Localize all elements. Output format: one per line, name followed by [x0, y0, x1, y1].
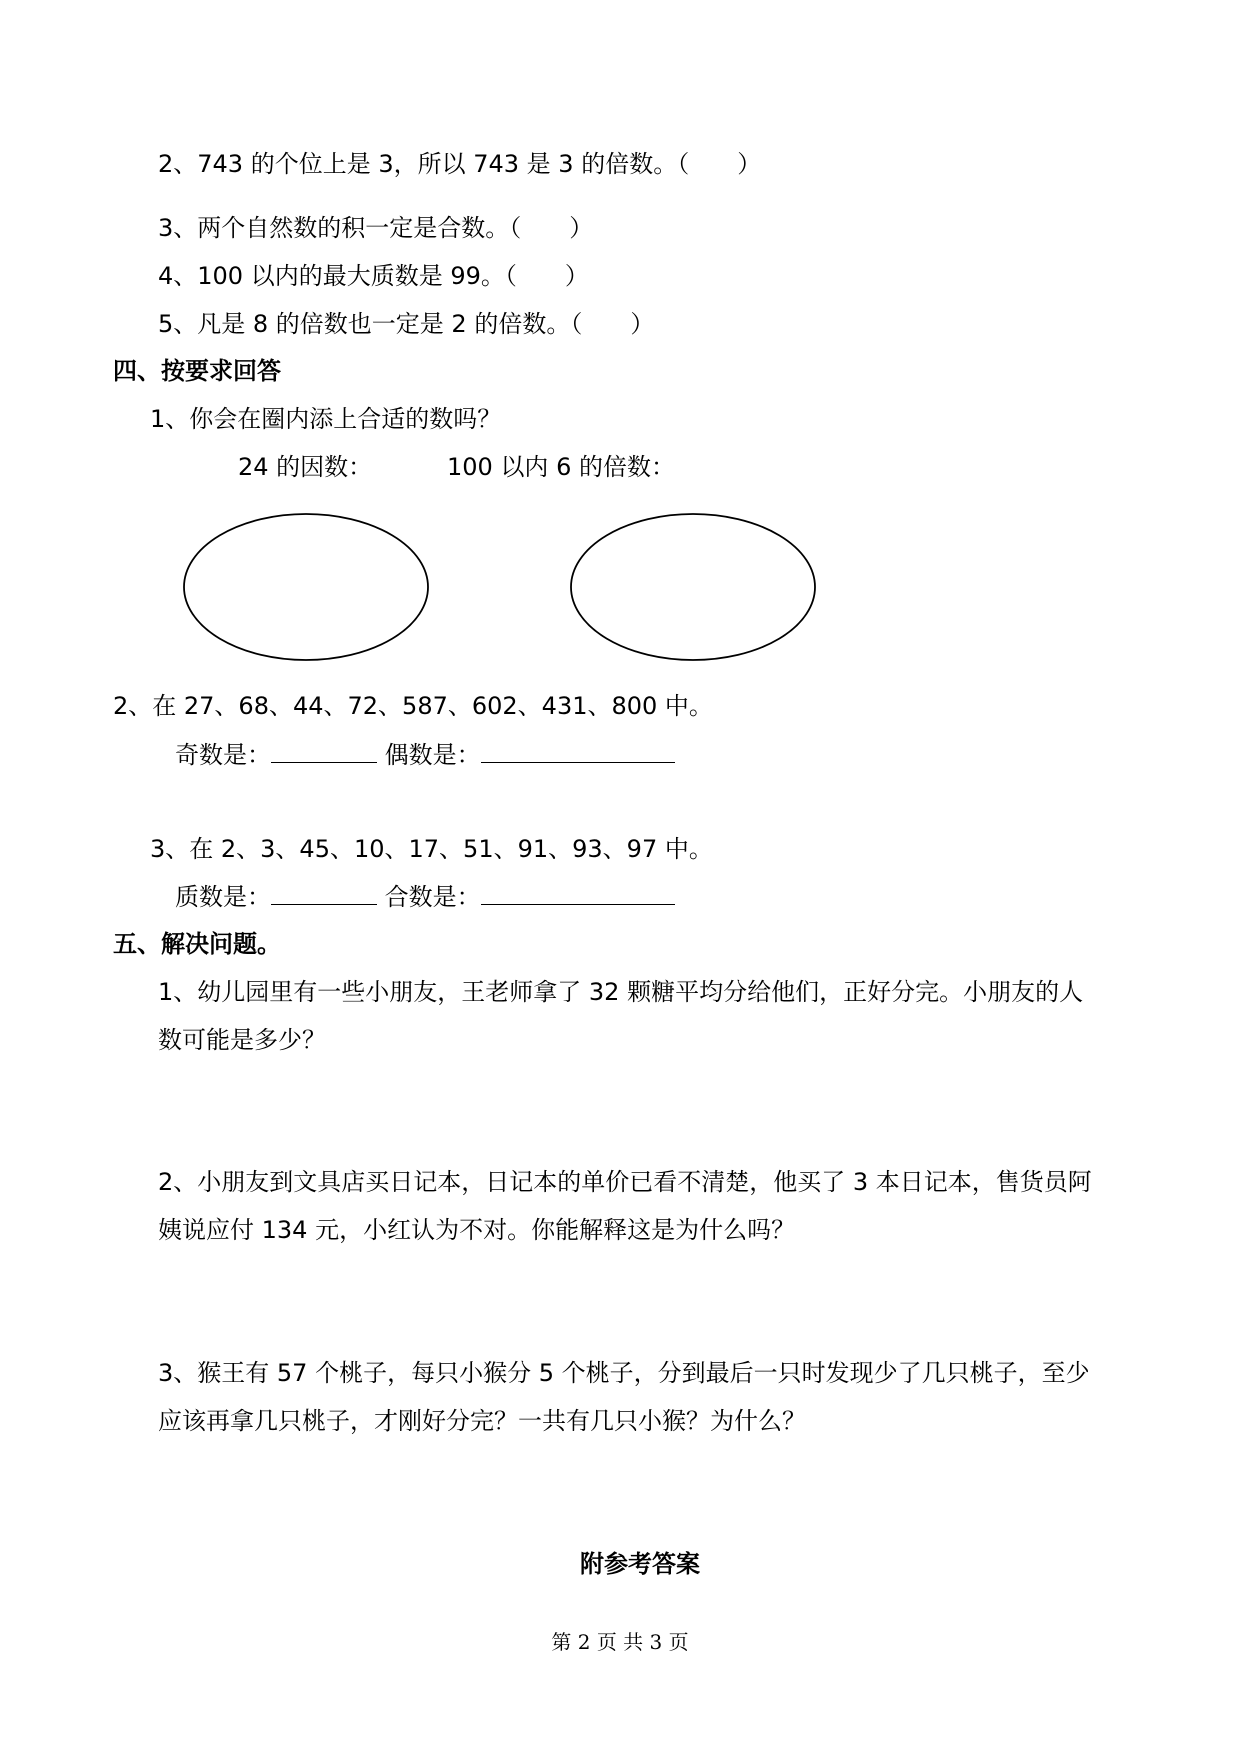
- composite-answer-blank[interactable]: [481, 880, 675, 905]
- prime-answer-blank[interactable]: [271, 880, 377, 905]
- multiples-circle: [571, 514, 815, 660]
- composite-label: 合数是：: [384, 883, 481, 911]
- prime-label: 质数是：: [175, 883, 271, 911]
- problem-1-line-1: 1、幼儿园里有一些小朋友，王老师拿了 32 颗糖平均分给他们，正好分完。小朋友的人: [158, 978, 1084, 1006]
- answers-title: 附参考答案: [580, 1550, 700, 1578]
- judgement-item-4: 4、100 以内的最大质数是 99。（ ）: [158, 262, 589, 290]
- problem-3-line-2: 应该再拿几只桃子，才刚好分完？一共有几只小猴？为什么？: [158, 1407, 806, 1435]
- odd-answer-blank[interactable]: [271, 738, 377, 763]
- factors-circle: [184, 514, 428, 660]
- page-footer: 第 2 页 共 3 页: [551, 1630, 689, 1654]
- judgement-item-5: 5、凡是 8 的倍数也一定是 2 的倍数。（ ）: [158, 310, 655, 338]
- odd-label: 奇数是：: [175, 741, 271, 769]
- prime-numbers-row: [175, 880, 675, 913]
- section-4-heading: 四、按要求回答: [113, 357, 281, 385]
- factors-of-24-label: 24 的因数：: [238, 453, 373, 481]
- judgement-item-2: 2、743 的个位上是 3，所以 743 是 3 的倍数。（ ）: [158, 150, 762, 178]
- problem-2-line-2: 姨说应付 134 元，小红认为不对。你能解释这是为什么吗？: [158, 1216, 796, 1244]
- odd-numbers-row: [175, 738, 675, 771]
- even-label: 偶数是：: [384, 741, 481, 769]
- question-4-3: 3、在 2、3、45、10、17、51、91、93、97 中。: [150, 835, 713, 863]
- multiples-of-6-label: 100 以内 6 的倍数：: [447, 453, 675, 481]
- problem-1-line-2: 数可能是多少？: [158, 1026, 326, 1054]
- answer-circles: [0, 0, 1240, 700]
- problem-3-line-1: 3、猴王有 57 个桃子，每只小猴分 5 个桃子，分到最后一只时发现少了几只桃子，至少: [158, 1359, 1090, 1387]
- question-4-1: 1、你会在圈内添上合适的数吗？: [150, 405, 502, 433]
- judgement-item-3: 3、两个自然数的积一定是合数。（ ）: [158, 214, 594, 242]
- question-4-2: 2、在 27、68、44、72、587、602、431、800 中。: [113, 692, 713, 720]
- even-answer-blank[interactable]: [481, 738, 675, 763]
- problem-2-line-1: 2、小朋友到文具店买日记本，日记本的单价已看不清楚，他买了 3 本日记本，售货员阿: [158, 1168, 1092, 1196]
- section-5-heading: 五、解决问题。: [113, 930, 281, 958]
